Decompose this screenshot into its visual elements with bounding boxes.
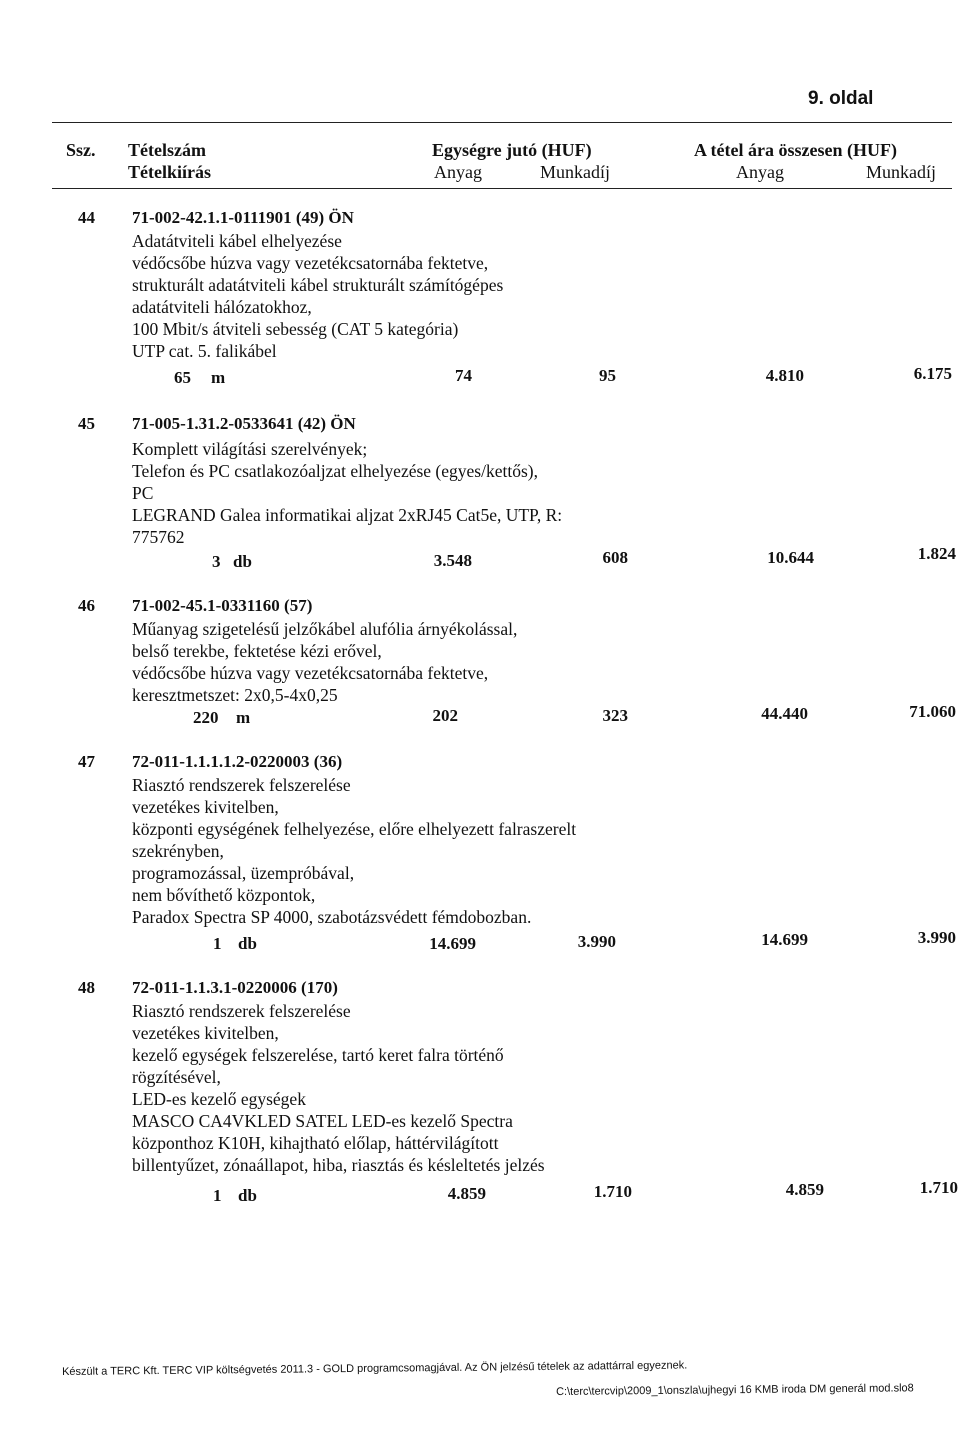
item-description: [132, 618, 517, 706]
total-anyag: 44.440: [761, 704, 808, 723]
total-anyag: 14.699: [761, 930, 808, 949]
total-munkadij: 3.990: [917, 928, 956, 947]
description-line: vezetékes kivitelben,: [132, 1023, 279, 1043]
header-unit-anyag: Anyag: [434, 162, 482, 182]
item-code: 72-011-1.1.1.1.2-0220003 (36): [132, 752, 343, 771]
item-unit: m: [236, 708, 251, 727]
header-tetelkiiras: Tételkiírás: [128, 162, 211, 182]
unit-price-munkadij: 3.990: [577, 932, 616, 951]
unit-price-munkadij: 608: [602, 548, 628, 567]
item-unit: db: [238, 934, 257, 953]
description-line: Riasztó rendszerek felszerelése: [132, 775, 351, 795]
total-munkadij: 1.710: [919, 1178, 958, 1197]
footer-line-1: Készült a TERC Kft. TERC VIP költségvetés 2011.3 - GOLD programcsomagjával. Az ÖN jelzésű tételek az adattárral egyeznek.: [62, 1359, 688, 1378]
description-line: 775762: [132, 527, 185, 547]
total-anyag: 4.859: [785, 1180, 824, 1199]
page-number: 9. oldal: [808, 88, 874, 109]
unit-price-munkadij: 1.710: [593, 1182, 632, 1201]
description-line: védőcsőbe húzva vagy vezetékcsatornába fektetve,: [132, 253, 489, 273]
footer-line-2: C:\terc\tercvip\2009_1\onszla\ujhegyi 16 KMB iroda DM generál mod.slo8: [556, 1382, 914, 1398]
item-code: 71-002-45.1-0331160 (57): [132, 596, 313, 615]
description-line: strukturált adatátviteli kábel strukturált számítógépes: [132, 275, 504, 295]
item-code: 71-002-42.1.1-0111901 (49) ÖN: [132, 208, 354, 227]
description-line: nem bővíthető központok,: [132, 885, 316, 905]
description-line: LEGRAND Galea informatikai aljzat 2xRJ45 Cat5e, UTP, R:: [132, 505, 563, 525]
item-code: 72-011-1.1.3.1-0220006 (170): [132, 978, 338, 997]
item-description: [132, 1000, 545, 1176]
item-unit: db: [238, 1186, 257, 1205]
unit-price-anyag: 202: [432, 706, 458, 725]
description-line: központi egységének felhelyezése, előre elhelyezett falraszerelt: [132, 819, 577, 839]
item-number: 45: [78, 414, 95, 433]
unit-price-anyag: 14.699: [429, 934, 476, 953]
unit-price-anyag: 4.859: [447, 1184, 486, 1203]
item-quantity: 1: [213, 1186, 222, 1205]
description-line: MASCO CA4VKLED SATEL LED-es kezelő Spectra: [132, 1111, 513, 1131]
item-code: 71-005-1.31.2-0533641 (42) ÖN: [132, 414, 356, 433]
item-description: [132, 774, 576, 928]
description-line: rögzítésével,: [132, 1067, 221, 1087]
header-total-anyag: Anyag: [736, 162, 784, 182]
unit-price-anyag: 74: [455, 366, 472, 385]
item-unit: db: [233, 552, 252, 571]
description-line: Paradox Spectra SP 4000, szabotázsvédett fémdobozban.: [132, 907, 532, 927]
description-line: Adatátviteli kábel elhelyezése: [132, 231, 342, 251]
item-description: [132, 438, 562, 548]
description-line: UTP cat. 5. falikábel: [132, 341, 277, 361]
header-tetelszam: Tételszám: [128, 140, 206, 160]
description-line: szekrényben,: [132, 841, 224, 861]
description-line: Riasztó rendszerek felszerelése: [132, 1001, 351, 1021]
total-munkadij: 71.060: [909, 702, 956, 721]
item-quantity: 65: [174, 368, 191, 387]
item-quantity: 220: [193, 708, 219, 727]
description-line: Műanyag szigetelésű jelzőkábel alufólia árnyékolással,: [132, 619, 518, 639]
item-number: 44: [78, 208, 95, 227]
item-number: 47: [78, 752, 95, 771]
description-line: billentyűzet, zónaállapot, hiba, riasztás és késleltetés jelzés: [132, 1155, 545, 1175]
header-egysegre-juto: Egységre jutó (HUF): [432, 140, 592, 160]
header-tetel-ara: A tétel ára összesen (HUF): [694, 140, 897, 160]
description-line: belső terekbe, fektetése kézi erővel,: [132, 641, 382, 661]
description-line: programozással, üzempróbával,: [132, 863, 355, 883]
unit-price-anyag: 3.548: [433, 551, 472, 570]
description-line: védőcsőbe húzva vagy vezetékcsatornába fektetve,: [132, 663, 489, 683]
description-line: Telefon és PC csatlakozóaljzat elhelyezése (egyes/kettős),: [132, 461, 538, 481]
description-line: Komplett világítási szerelvények;: [132, 439, 368, 459]
total-anyag: 10.644: [767, 548, 814, 567]
description-line: PC: [132, 483, 154, 503]
description-line: keresztmetszet: 2x0,5-4x0,25: [132, 685, 338, 705]
total-munkadij: 1.824: [917, 544, 956, 563]
unit-price-munkadij: 323: [602, 706, 628, 725]
header-ssz: Ssz.: [66, 140, 96, 160]
header-unit-munkadij: Munkadíj: [540, 162, 610, 182]
description-line: központhoz K10H, kihajtható előlap, háttérvilágított: [132, 1133, 499, 1153]
item-quantity: 1: [213, 934, 222, 953]
item-number: 46: [78, 596, 95, 615]
description-line: LED-es kezelő egységek: [132, 1089, 306, 1109]
unit-price-munkadij: 95: [599, 366, 616, 385]
description-line: adatátviteli hálózatokhoz,: [132, 297, 312, 317]
description-line: vezetékes kivitelben,: [132, 797, 279, 817]
header-bottom-rule: [52, 188, 952, 189]
item-quantity: 3: [212, 552, 221, 571]
item-description: [132, 230, 503, 362]
header-total-munkadij: Munkadíj: [866, 162, 936, 182]
total-munkadij: 6.175: [913, 364, 952, 383]
description-line: 100 Mbit/s átviteli sebesség (CAT 5 kategória): [132, 319, 459, 339]
header-top-rule: [52, 122, 952, 123]
item-unit: m: [211, 368, 226, 387]
item-number: 48: [78, 978, 95, 997]
description-line: kezelő egységek felszerelése, tartó keret falra történő: [132, 1045, 504, 1065]
total-anyag: 4.810: [765, 366, 804, 385]
